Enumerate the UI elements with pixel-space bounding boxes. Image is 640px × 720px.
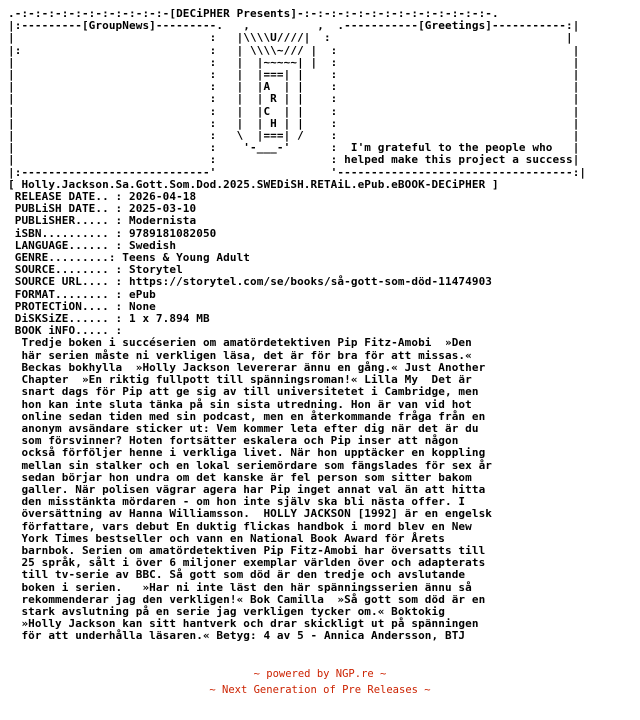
nfo-document [8, 8, 586, 643]
banner-art-line: |:----------------------------' '-----------------------------------:| [8, 165, 587, 179]
description-line: Beckas bokhylla »Holly Jackson levererar ännu en gång.« Just Another [8, 360, 486, 374]
description-line: här serien måste ni verkligen läsa, det är för bra för att missas.« [8, 348, 472, 362]
description-line: mellan sin stalker och en lokal seriemördare som fängslades för sex år [8, 458, 493, 472]
description-line: som försvinner? Hoten fortsätter eskalera och Pip inser att någon [8, 434, 459, 448]
description-line: den misstänkta mördaren - om hon inte själv ska bli nästa offer. I [8, 495, 466, 509]
banner-art-line: | : |\\\\U////| : | [8, 31, 573, 45]
release-name-line: [ Holly.Jackson.Sa.Gott.Som.Dod.2025.SWEDiSH.RETAiL.ePub.eBOOK-DECiPHER ] [8, 177, 499, 191]
info-language [8, 239, 176, 252]
info-label: FORMAT........ : [8, 287, 130, 301]
description-line: snart dags för Pip att ge sig av till universitetet i Cambridge, men [8, 385, 479, 399]
info-release-date [8, 190, 196, 203]
banner-art-line: | : | |A | | : | [8, 80, 580, 94]
info-value: 2026-04-18 [129, 190, 197, 204]
banner-art-line: | : \ |===| / : | [8, 129, 580, 143]
info-label: iSBN.......... : [8, 226, 130, 240]
description-line: galler. När polisen vägrar agera har Pip inget annat val än att hitta [8, 482, 486, 496]
description-line: översättning av Hanna Williamsson. HOLLY JACKSON [1992] är en engelsk [8, 507, 493, 521]
banner-art-line: | : | |~~~~~| | : | [8, 55, 580, 69]
info-protection [8, 300, 156, 313]
description-line: Chapter »En riktig fullpott till spänningsroman!« Lilla My Det är [8, 373, 472, 387]
info-value: Swedish [129, 238, 177, 252]
info-value: Teens & Young Adult [122, 251, 251, 265]
info-format [8, 288, 156, 301]
banner-art-line: | : | |C | | : | [8, 104, 580, 118]
info-label: SOURCE URL.... : [8, 275, 130, 289]
description-line: för att underhålla läsaren.« Betyg: 4 av 5 - Annica Andersson, BTJ [8, 629, 466, 643]
info-genre [8, 251, 250, 264]
info-isbn [8, 227, 216, 240]
description-line: hon kan inte sluta tänka på sin sista utredning. Hon är van vid hot [8, 397, 472, 411]
book-description [8, 336, 492, 642]
banner-header-line: .-:-:-:-:-:-:-:-:-:-:-:-[DECiPHER Presents]-:-:-:-:-:-:-:-:-:-:-:-:-:-:-. [8, 7, 499, 20]
info-value: Storytel [129, 263, 183, 277]
info-value: None [129, 299, 156, 313]
info-disksize [8, 312, 210, 325]
info-label: PROTECTiON.... : [8, 299, 130, 313]
info-publish-date [8, 202, 196, 215]
info-label: DiSKSiZE...... : [8, 312, 130, 326]
description-line: till tv-serie av BBC. Så gott som död är den tredje och avslutande [8, 568, 466, 582]
banner-art-line: | : | |===| | : | [8, 68, 580, 82]
info-value: ePub [129, 287, 156, 301]
description-line: boken i serien. »Har ni inte läst den här spänningsserien ännu så [8, 580, 472, 594]
banner-art [8, 19, 586, 178]
description-line: sedan börjar hon undra om det kanske är fel person som sitter bakom [8, 470, 472, 484]
info-label: PUBLiSH DATE.. : [8, 202, 130, 216]
banner-art-line: | : | | H | | : | [8, 116, 580, 130]
info-source [8, 263, 183, 276]
info-value: Modernista [129, 214, 197, 228]
info-book-info [8, 324, 129, 337]
description-line: Tredje boken i succéserien om amatördetektiven Pip Fitz-Amobi »Den [8, 336, 472, 350]
release-info [8, 190, 492, 337]
description-line: författare, vars debut En duktig flickas handbok i mord blev en New [8, 519, 472, 533]
info-value: 1 x 7.894 MB [129, 312, 210, 326]
info-value: https://storytel.com/se/books/så-gott-som-död-11474903 [129, 275, 493, 289]
info-label: LANGUAGE...... : [8, 238, 130, 252]
description-line: anonym avsändare sticker ut: Vem kommer leta efter dig när det är du [8, 421, 479, 435]
description-line: barnbok. Serien om amatördetektiven Pip Fitz-Amobi har översatts till [8, 543, 486, 557]
info-publisher [8, 214, 196, 227]
description-line: 25 språk, sålt i över 6 miljoner exemplar världen över och adapterats [8, 556, 486, 570]
description-line: rekommenderar jag den verkligen!« Bok Camilla »Så gott som död är en [8, 592, 486, 606]
description-line: York Times bestseller och vann en National Book Award för Årets [8, 531, 445, 545]
info-label: RELEASE DATE.. : [8, 190, 130, 204]
info-value: 9789181082050 [129, 226, 217, 240]
info-label: PUBLiSHER..... : [8, 214, 130, 228]
info-label: BOOK iNFO..... : [8, 324, 130, 338]
banner-art-line: | : : helped make this project a success| [8, 153, 580, 167]
description-line: stark avslutning på en serie jag verkligen tycker om.« Boktokig [8, 604, 445, 618]
banner-art-line: |: : | \\\\~/// | : | [8, 43, 580, 57]
powered-by-footer: ~ powered by NGP.re ~ [253, 668, 387, 680]
tagline-footer: ~ Next Generation of Pre Releases ~ [209, 684, 431, 696]
banner-art-line: | : | | R | | : | [8, 92, 580, 106]
description-line: »Holly Jackson kan sitt hantverk och drar skickligt ut på spänningen [8, 617, 479, 631]
info-label: GENRE.........: [8, 251, 123, 265]
banner-art-line: |:---------[GroupNews]---------. , , .-----------[Greetings]-----------:| [8, 19, 580, 33]
info-source-url [8, 275, 492, 288]
info-value: 2025-03-10 [129, 202, 197, 216]
banner-art-line: | : '-___-' : I'm grateful to the people who | [8, 141, 580, 155]
description-line: online sedan tiden med sin podcast, men en återkommande fråga från en [8, 409, 486, 423]
info-label: SOURCE........ : [8, 263, 130, 277]
description-line: också förföljer henne i verkliga livet. När hon upptäcker en koppling [8, 446, 486, 460]
